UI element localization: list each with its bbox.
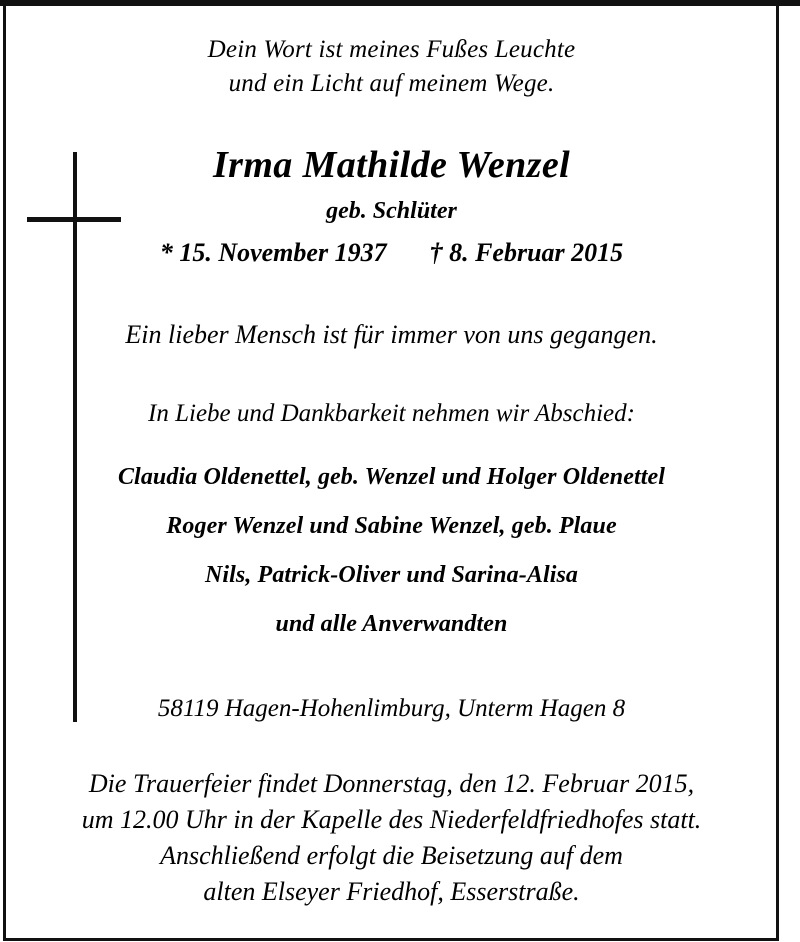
frame-border-bottom xyxy=(3,938,779,941)
address-text: 58119 Hagen-Hohenlimburg, Unterm Hagen 8 xyxy=(157,695,626,722)
mourner-line: Claudia Oldenettel, geb. Wenzel und Holger Oldenettel xyxy=(117,464,666,490)
deceased-maiden-name: geb. Schlüter xyxy=(326,198,457,224)
mourner-line: Roger Wenzel und Sabine Wenzel, geb. Plaue xyxy=(166,513,617,539)
service-line-1: Die Trauerfeier findet Donnerstag, den 12. Februar 2015, xyxy=(88,769,695,798)
deceased-name: Irma Mathilde Wenzel xyxy=(212,144,571,186)
service-line-4: alten Elseyer Friedhof, Esserstraße. xyxy=(203,877,580,906)
life-dates xyxy=(20,236,763,270)
verse-line-2: und ein Licht auf meinem Wege. xyxy=(228,70,555,97)
farewell-intro: In Liebe und Dankbarkeit nehmen wir Abschied: xyxy=(148,400,635,427)
verse-line-1: Dein Wort ist meines Fußes Leuchte xyxy=(207,36,576,63)
death-date: 8. Februar 2015 xyxy=(449,238,624,267)
death-symbol: † xyxy=(429,238,443,267)
mourners-list xyxy=(20,453,763,649)
mourner-line: Nils, Patrick-Oliver und Sarina-Alisa xyxy=(204,562,579,588)
funeral-service-details xyxy=(20,766,763,910)
birth-date: 15. November 1937 xyxy=(179,238,387,267)
condolence-text: Ein lieber Mensch ist für immer von uns gegangen. xyxy=(125,320,658,349)
service-line-2: um 12.00 Uhr in der Kapelle des Niederfeldfriedhofes statt. xyxy=(81,805,702,834)
obituary-content xyxy=(6,6,777,936)
scripture-verse xyxy=(20,33,763,101)
service-line-3: Anschließend erfolgt die Beisetzung auf dem xyxy=(160,841,623,870)
birth-symbol: * xyxy=(159,238,173,267)
mourner-line: und alle Anverwandten xyxy=(275,611,508,637)
